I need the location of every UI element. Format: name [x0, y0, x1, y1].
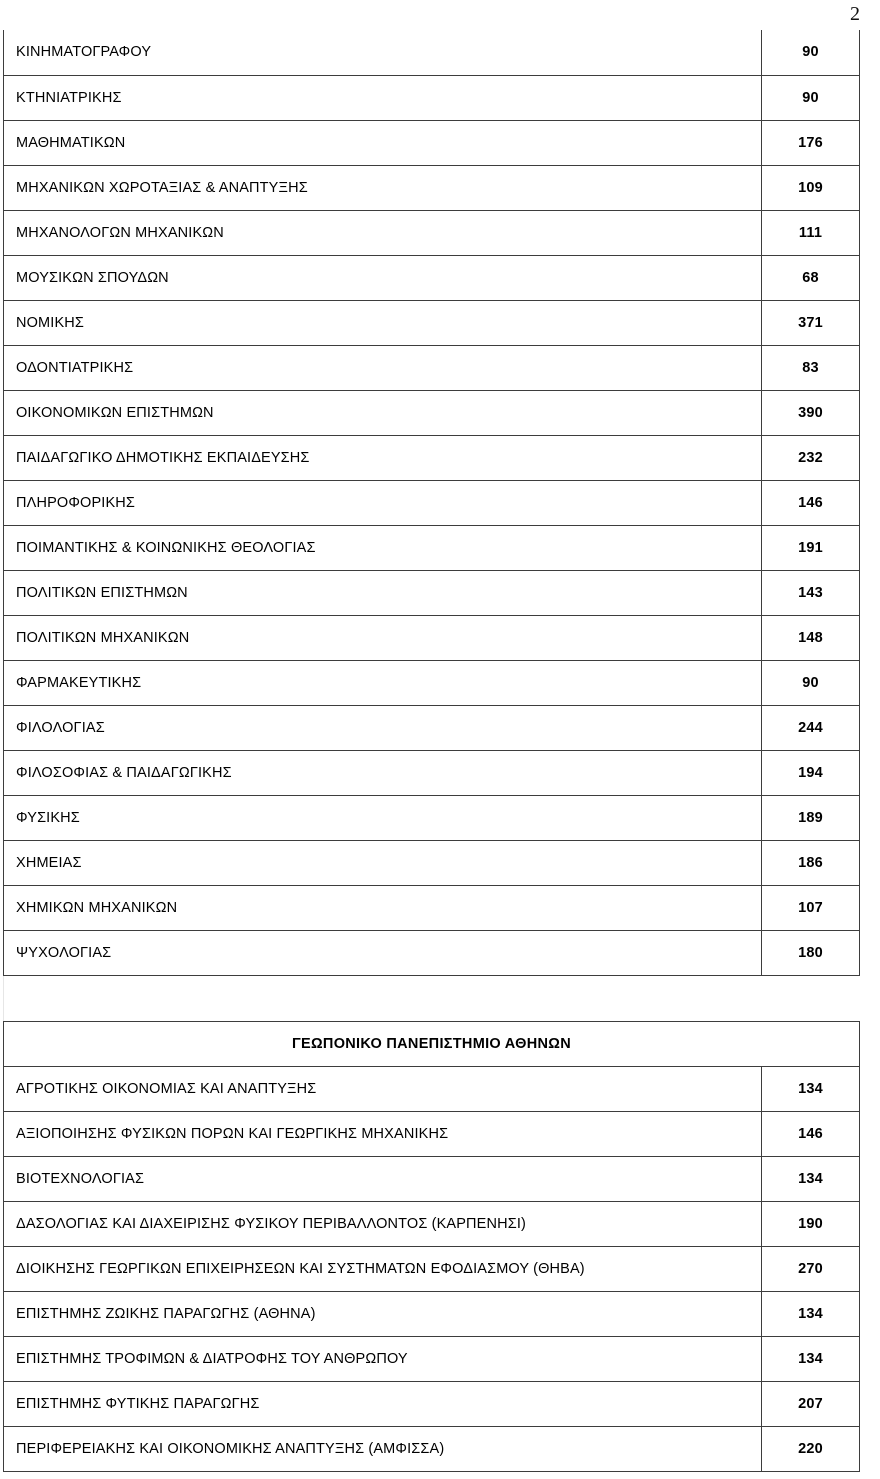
department-value-cell: 176 [762, 120, 860, 165]
department-value-cell: 68 [762, 255, 860, 300]
table-row [4, 165, 860, 210]
department-value-cell: 186 [762, 840, 860, 885]
department-name-cell: ΠΟΛΙΤΙΚΩΝ ΕΠΙΣΤΗΜΩΝ [4, 570, 762, 615]
table-row [4, 1291, 860, 1336]
department-value-cell: 146 [762, 480, 860, 525]
department-value-cell: 83 [762, 345, 860, 390]
department-name-cell: ΠΕΡΙΦΕΡΕΙΑΚΗΣ ΚΑΙ ΟΙΚΟΝΟΜΙΚΗΣ ΑΝΑΠΤΥΞΗΣ (ΑΜΦΙΣΣΑ) [4, 1426, 762, 1471]
department-name-cell: ΜΟΥΣΙΚΩΝ ΣΠΟΥΔΩΝ [4, 255, 762, 300]
table-row [4, 750, 860, 795]
table-row [4, 1201, 860, 1246]
department-name-cell: ΑΓΡΟΤΙΚΗΣ ΟΙΚΟΝΟΜΙΑΣ ΚΑΙ ΑΝΑΠΤΥΞΗΣ [4, 1066, 762, 1111]
table-row [4, 840, 860, 885]
department-value-cell: 190 [762, 1201, 860, 1246]
table-row [4, 300, 860, 345]
department-value-cell: 180 [762, 930, 860, 975]
department-value-cell: 90 [762, 30, 860, 75]
table-row [4, 75, 860, 120]
table-row [4, 210, 860, 255]
department-name-cell: ΠΛΗΡΟΦΟΡΙΚΗΣ [4, 480, 762, 525]
table-geoponiko-panepistimio-athinon [3, 1021, 860, 1472]
table-row [4, 120, 860, 165]
department-name-cell: ΕΠΙΣΤΗΜΗΣ ΦΥΤΙΚΗΣ ΠΑΡΑΓΩΓΗΣ [4, 1381, 762, 1426]
department-value-cell: 270 [762, 1246, 860, 1291]
table-spacer [3, 976, 859, 1021]
department-value-cell: 107 [762, 885, 860, 930]
table-row [4, 1336, 860, 1381]
table-row [4, 1111, 860, 1156]
department-name-cell: ΠΟΛΙΤΙΚΩΝ ΜΗΧΑΝΙΚΩΝ [4, 615, 762, 660]
department-value-cell: 220 [762, 1426, 860, 1471]
department-value-cell: 90 [762, 660, 860, 705]
department-value-cell: 207 [762, 1381, 860, 1426]
department-name-cell: ΦΙΛΟΣΟΦΙΑΣ & ΠΑΙΔΑΓΩΓΙΚΗΣ [4, 750, 762, 795]
department-value-cell: 146 [762, 1111, 860, 1156]
table-row [4, 615, 860, 660]
department-name-cell: ΦΙΛΟΛΟΓΙΑΣ [4, 705, 762, 750]
table-row [4, 885, 860, 930]
department-value-cell: 134 [762, 1066, 860, 1111]
department-value-cell: 189 [762, 795, 860, 840]
department-name-cell: ΠΟΙΜΑΝΤΙΚΗΣ & ΚΟΙΝΩΝΙΚΗΣ ΘΕΟΛΟΓΙΑΣ [4, 525, 762, 570]
tables-container [3, 30, 859, 1472]
department-name-cell: ΧΗΜΕΙΑΣ [4, 840, 762, 885]
department-value-cell: 90 [762, 75, 860, 120]
department-name-cell: ΠΑΙΔΑΓΩΓΙΚΟ ΔΗΜΟΤΙΚΗΣ ΕΚΠΑΙΔΕΥΣΗΣ [4, 435, 762, 480]
table-row [4, 1381, 860, 1426]
department-name-cell: ΒΙΟΤΕΧΝΟΛΟΓΙΑΣ [4, 1156, 762, 1201]
page-number: 2 [850, 3, 860, 25]
table-row [4, 1156, 860, 1201]
department-value-cell: 371 [762, 300, 860, 345]
group-header-label: ΓΕΩΠΟΝΙΚΟ ΠΑΝΕΠΙΣΤΗΜΙΟ ΑΘΗΝΩΝ [4, 1021, 860, 1066]
department-name-cell: ΜΗΧΑΝΙΚΩΝ ΧΩΡΟΤΑΞΙΑΣ & ΑΝΑΠΤΥΞΗΣ [4, 165, 762, 210]
department-name-cell: ΕΠΙΣΤΗΜΗΣ ΤΡΟΦΙΜΩΝ & ΔΙΑΤΡΟΦΗΣ ΤΟΥ ΑΝΘΡΩΠΟΥ [4, 1336, 762, 1381]
table-row [4, 390, 860, 435]
table-row [4, 525, 860, 570]
table-group-header-row [4, 1021, 860, 1066]
department-name-cell: ΜΗΧΑΝΟΛΟΓΩΝ ΜΗΧΑΝΙΚΩΝ [4, 210, 762, 255]
department-name-cell: ΦΥΣΙΚΗΣ [4, 795, 762, 840]
department-name-cell: ΚΙΝΗΜΑΤΟΓΡΑΦΟΥ [4, 30, 762, 75]
table-row [4, 795, 860, 840]
table-row [4, 255, 860, 300]
table-row [4, 705, 860, 750]
department-name-cell: ΔΙΟΙΚΗΣΗΣ ΓΕΩΡΓΙΚΩΝ ΕΠΙΧΕΙΡΗΣΕΩΝ ΚΑΙ ΣΥΣΤΗΜΑΤΩΝ ΕΦΟΔΙΑΣΜΟΥ (ΘΗΒΑ) [4, 1246, 762, 1291]
department-value-cell: 109 [762, 165, 860, 210]
department-name-cell: ΚΤΗΝΙΑΤΡΙΚΗΣ [4, 75, 762, 120]
page-body [3, 30, 859, 1472]
department-value-cell: 390 [762, 390, 860, 435]
department-name-cell: ΜΑΘΗΜΑΤΙΚΩΝ [4, 120, 762, 165]
department-name-cell: ΟΙΚΟΝΟΜΙΚΩΝ ΕΠΙΣΤΗΜΩΝ [4, 390, 762, 435]
department-name-cell: ΦΑΡΜΑΚΕΥΤΙΚΗΣ [4, 660, 762, 705]
department-name-cell: ΑΞΙΟΠΟΙΗΣΗΣ ΦΥΣΙΚΩΝ ΠΟΡΩΝ ΚΑΙ ΓΕΩΡΓΙΚΗΣ ΜΗΧΑΝΙΚΗΣ [4, 1111, 762, 1156]
table-row [4, 570, 860, 615]
department-value-cell: 111 [762, 210, 860, 255]
department-name-cell: ΝΟΜΙΚΗΣ [4, 300, 762, 345]
table-row [4, 1066, 860, 1111]
department-name-cell: ΔΑΣΟΛΟΓΙΑΣ ΚΑΙ ΔΙΑΧΕΙΡΙΣΗΣ ΦΥΣΙΚΟΥ ΠΕΡΙΒΑΛΛΟΝΤΟΣ (ΚΑΡΠΕΝΗΣΙ) [4, 1201, 762, 1246]
table-row [4, 345, 860, 390]
department-value-cell: 244 [762, 705, 860, 750]
department-value-cell: 191 [762, 525, 860, 570]
department-name-cell: ΕΠΙΣΤΗΜΗΣ ΖΩΙΚΗΣ ΠΑΡΑΓΩΓΗΣ (ΑΘΗΝΑ) [4, 1291, 762, 1336]
table-row [4, 1246, 860, 1291]
department-name-cell: ΟΔΟΝΤΙΑΤΡΙΚΗΣ [4, 345, 762, 390]
department-name-cell: ΨΥΧΟΛΟΓΙΑΣ [4, 930, 762, 975]
department-value-cell: 232 [762, 435, 860, 480]
table-row [4, 435, 860, 480]
table-row [4, 1426, 860, 1471]
table-continued-departments [3, 30, 860, 976]
table-row [4, 480, 860, 525]
table-row [4, 930, 860, 975]
department-name-cell: ΧΗΜΙΚΩΝ ΜΗΧΑΝΙΚΩΝ [4, 885, 762, 930]
department-value-cell: 134 [762, 1291, 860, 1336]
department-value-cell: 134 [762, 1336, 860, 1381]
table-row [4, 30, 860, 75]
department-value-cell: 143 [762, 570, 860, 615]
department-value-cell: 194 [762, 750, 860, 795]
department-value-cell: 148 [762, 615, 860, 660]
department-value-cell: 134 [762, 1156, 860, 1201]
table-row [4, 660, 860, 705]
